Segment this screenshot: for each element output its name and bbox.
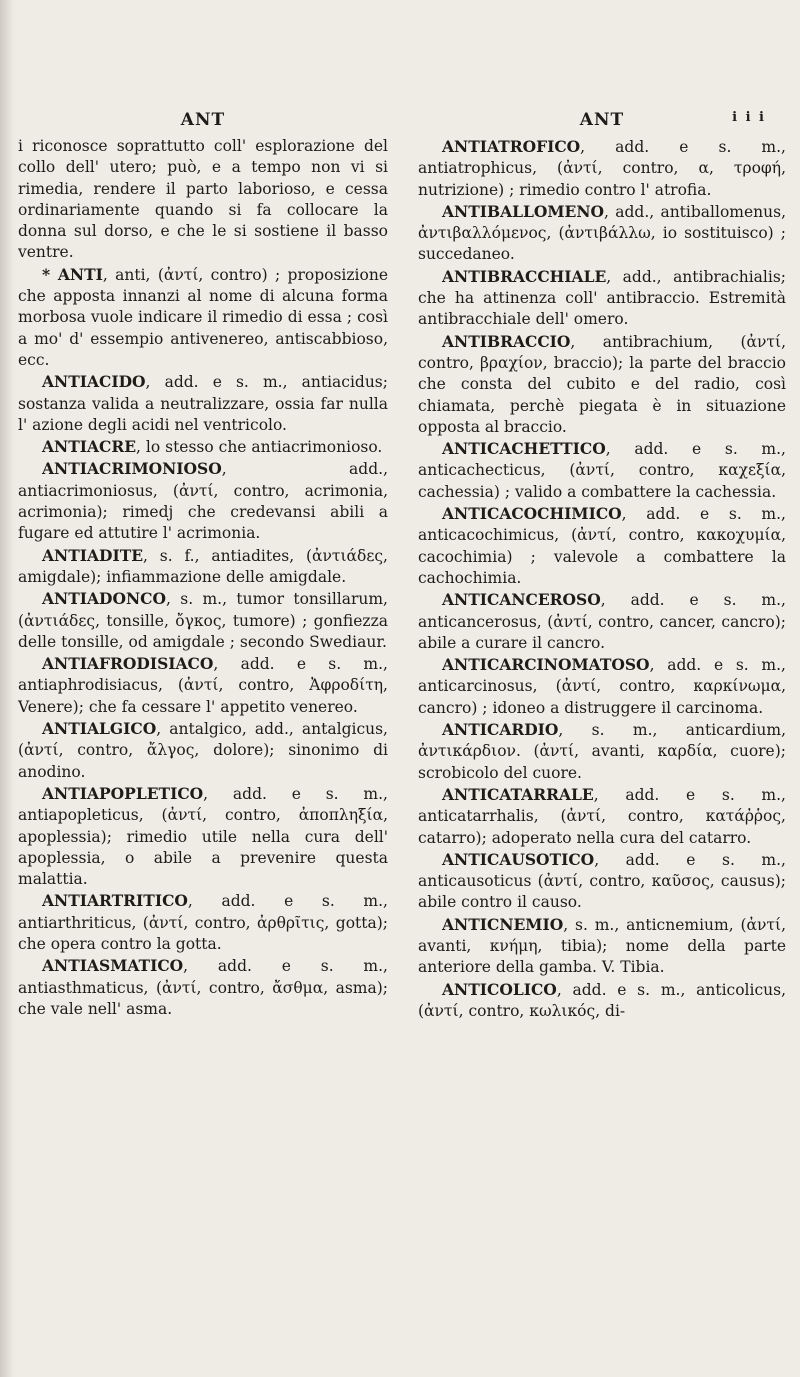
entry-definition: , s. f., antiadites, (ἀντιάδες, amigdale); infiammazione delle amigdale.: [18, 546, 388, 586]
dictionary-entry: [418, 979, 786, 1023]
entry-definition: , add. e s. m., anticausoticus (ἀντί, contro, καῦσος, causus); abile contro il causo.: [418, 850, 786, 912]
dictionary-entry: [18, 371, 388, 436]
entry-definition: , add. e s. m., antiatrophicus, (ἀντί, contro, α, τροφή, nutrizione) ; rimedio contro l' atrofia.: [418, 138, 786, 199]
entry-headword: ANTIATROFICO: [442, 137, 581, 156]
dictionary-entry: [418, 331, 786, 438]
folio-mark: i i i: [732, 110, 766, 125]
dictionary-entry: [418, 503, 786, 589]
entry-definition: , antalgico, add., antalgicus, (ἀντί, contro, ἄλγος, dolore); sinonimo di anodino.: [18, 720, 388, 781]
entry-definition: , add. e s. m., antiapopleticus, (ἀντί, contro, ἀποπληξία, apoplessia); rimedio utile nella cura dell' apoplessia, o abile a prevenire questa malattia.: [18, 784, 388, 889]
dictionary-entry: [18, 718, 388, 783]
dictionary-entry: [418, 589, 786, 654]
entry-definition: , s. m., anticardium, ἀντικάρδιον. (ἀντί, avanti, καρδία, cuore); scrobicolo del cuore.: [418, 721, 786, 782]
dictionary-entry: [418, 784, 786, 849]
entry-definition: , add., antiacrimoniosus, (ἀντί, contro, acrimonia, acrimonia); rimedj che credevansi abili a fugare ed attutire l' acrimonia.: [18, 460, 388, 543]
entry-definition: , s. m., anticnemium, (ἀντί, avanti, κνήμη, tibia); nome della parte anteriore della gamba. V. Tibia.: [418, 915, 786, 977]
right-running-head: [418, 100, 786, 136]
entry-headword: ANTICOLICO: [442, 979, 557, 999]
entry-headword: ANTIARTRITICO: [42, 891, 188, 911]
entry-headword: ANTIADITE: [42, 545, 144, 565]
entry-definition: , add., antibrachialis; che ha attinenza coll' antibraccio. Estremità antibracchiale dell' omero.: [418, 267, 786, 329]
entry-headword: ANTICARDIO: [442, 720, 559, 740]
entry-headword: ANTIBALLOMENO: [442, 201, 605, 221]
entry-headword: ANTIBRACCHIALE: [442, 266, 607, 286]
left-entries: [18, 136, 388, 1020]
entry-headword: ANTICANCEROSO: [442, 590, 601, 610]
entry-headword: * ANTI: [42, 264, 103, 284]
entry-definition: i riconosce soprattutto coll' esplorazione del collo dell' utero; può, e a tempo non vi si rimedia, rendere il parto laborioso, e cessa ordinariamente quando si fa collocare la donna sul dorso, e che le si sostiene il basso ventre.: [18, 137, 388, 262]
dictionary-entry: [18, 890, 388, 955]
entry-definition: , add. e s. m., anticacochimicus, (ἀντί, contro, κακοχυμία, cacochimia) ; valevole a combattere la cachochimia.: [418, 505, 786, 587]
entry-headword: ANTICAUSOTICO: [442, 849, 595, 869]
entry-headword: ANTIACRE: [42, 437, 137, 457]
entry-headword: ANTICACOCHIMICO: [442, 504, 622, 524]
dictionary-entry: [418, 438, 786, 503]
entry-headword: ANTIALGICO: [42, 719, 157, 739]
dictionary-entry: [18, 545, 388, 589]
entry-headword: ANTIBRACCIO: [442, 331, 571, 351]
entry-definition: , antibrachium, (ἀντί, contro, βραχίον, braccio); la parte del braccio che consta del cubito e del radio, così chiamata, perchè piegata è in situazione opposta al braccio.: [418, 332, 786, 436]
dictionary-entry: [18, 588, 388, 653]
dictionary-entry: [18, 136, 388, 264]
dictionary-entry: [418, 719, 786, 784]
dictionary-entry: [418, 266, 786, 331]
entry-definition: , add. e s. m., anticancerosus, (ἀντί, contro, cancer, cancro); abile a curare il cancro.: [418, 591, 786, 652]
entry-definition: , add. e s. m., antiacidus; sostanza valida a neutralizzare, ossia far nulla l' azione degli acidi nel ventricolo.: [18, 373, 388, 434]
dictionary-entry: [418, 654, 786, 719]
entry-definition: , add. e s. m., anticolicus, (ἀντί, contro, κωλικός, di-: [418, 980, 786, 1020]
dictionary-entry: [18, 458, 388, 544]
entry-definition: , add., antiballomenus, ἀντιβαλλόμενος, (ἀντιβάλλω, io sostituisco) ; succedaneo.: [418, 202, 786, 264]
right-header-word: ANT: [579, 110, 625, 130]
entry-definition: , s. m., tumor tonsillarum, (ἀντιάδες, tonsille, ὄγκος, tumore) ; gonfiezza delle tonsille, od amigdale ; secondo Swediaur.: [18, 590, 388, 651]
dictionary-entry: [418, 136, 786, 201]
dictionary-entry: [18, 653, 388, 718]
dictionary-entry: [418, 914, 786, 979]
right-entries: [418, 136, 786, 1022]
entry-headword: ANTIACRIMONIOSO: [42, 459, 222, 479]
entry-headword: ANTIASMATICO: [42, 956, 184, 976]
entry-definition: , add. e s. m., anticarcinosus, (ἀντί, contro, καρκίνωμα, cancro) ; idoneo a distruggere il carcinoma.: [418, 656, 786, 717]
entry-headword: ANTICARCINOMATOSO: [442, 655, 650, 675]
entry-headword: ANTICACHETTICO: [442, 439, 606, 459]
entry-headword: ANTICATARRALE: [442, 784, 594, 804]
entry-headword: ANTIAPOPLETICO: [42, 783, 204, 803]
entry-definition: , add. e s. m., anticachecticus, (ἀντί, contro, καχεξία, cachessia) ; valido a combattere la cachessia.: [418, 440, 786, 501]
dictionary-entry: [18, 955, 388, 1020]
left-column: [18, 0, 388, 1020]
entry-definition: , add. e s. m., anticatarrhalis, (ἀντί, contro, κατάῤῥος, catarro); adoperato nella cura del catarro.: [418, 785, 786, 847]
entry-definition: , lo stesso che antiacrimonioso.: [136, 438, 383, 457]
entry-definition: , anti, (ἀντί, contro) ; proposizione che apposta innanzi al nome di alcuna forma morbosa vuole indicare il rimedio di essa ; così a mo' d' essempio antivenereo, antiscabbioso, ecc.: [18, 265, 388, 369]
right-column: [418, 0, 786, 1022]
entry-definition: , add. e s. m., antiarthriticus, (ἀντί, contro, ἀρθρῖτις, gotta); che opera contro la gotta.: [18, 892, 388, 953]
dictionary-entry: [18, 436, 388, 458]
left-running-head: [18, 100, 388, 136]
dictionary-entry: [18, 783, 388, 890]
entry-headword: ANTIACIDO: [42, 372, 146, 392]
left-header-word: ANT: [180, 110, 226, 130]
entry-definition: , add. e s. m., antiaphrodisiacus, (ἀντί, contro, Ἀφροδίτη, Venere); che fa cessare l' appetito venereo.: [18, 655, 388, 716]
entry-definition: , add. e s. m., antiasthmaticus, (ἀντί, contro, ἄσθμα, asma); che vale nell' asma.: [18, 957, 388, 1018]
entry-headword: ANTIADONCO: [42, 589, 166, 609]
entry-headword: ANTIAFRODISIACO: [42, 654, 214, 674]
dictionary-entry: [18, 264, 388, 371]
entry-headword: ANTICNEMIO: [442, 914, 564, 934]
dictionary-entry: [418, 201, 786, 266]
dictionary-entry: [418, 849, 786, 914]
